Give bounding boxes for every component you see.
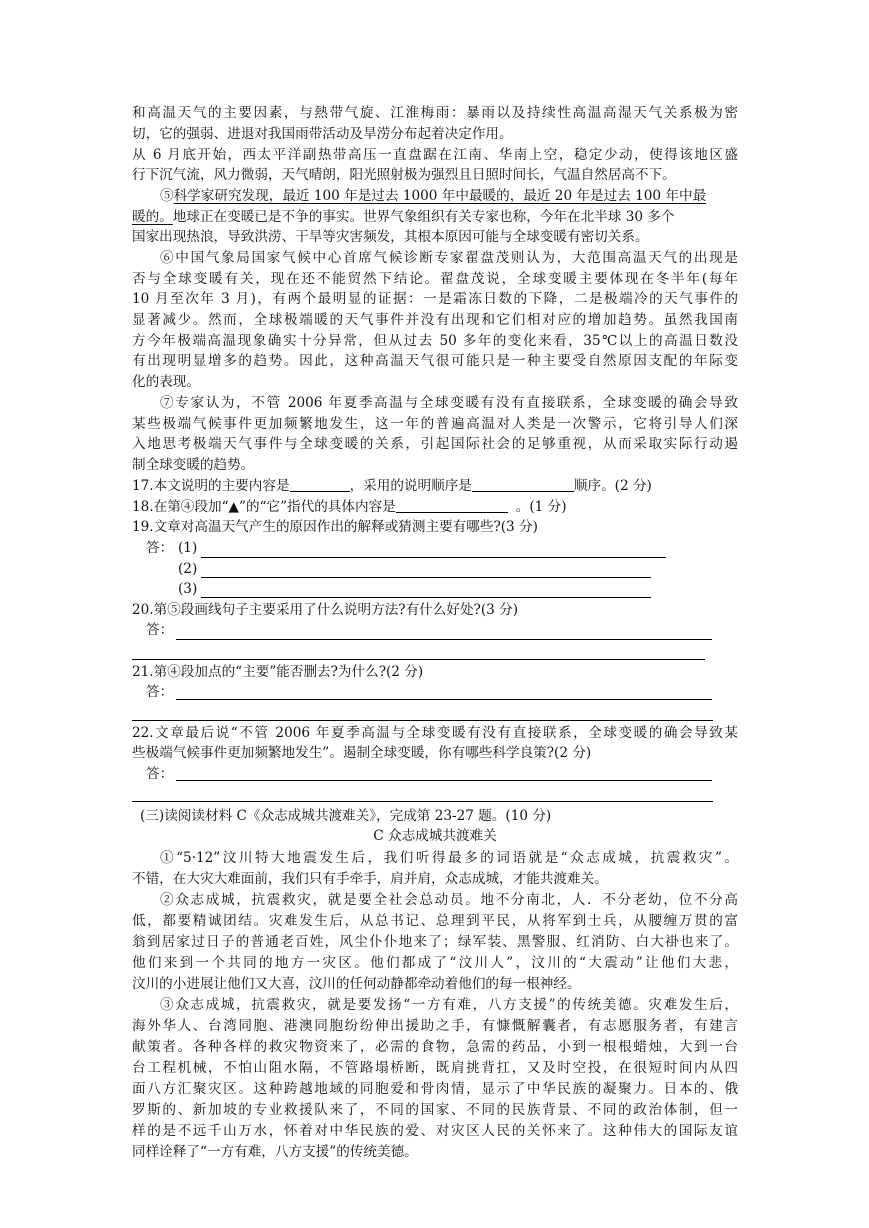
answer-line[interactable] (132, 801, 713, 802)
item-number: (2) (178, 561, 198, 577)
answer-label: 答： (146, 766, 174, 782)
text-line: 制全球变暖的趋势。 (132, 457, 255, 473)
passage-title: C 众志成城共渡难关 (373, 828, 497, 844)
text-line: 有出现明显增多的趋势。因此，这种高温天气很可能只是一种主要受自然原因支配的年际变 (132, 353, 738, 369)
text-line: 入地思考极端天气事件与全球变暖的关系，引起国际社会的足够重视，从而采取实际行动遏 (132, 436, 738, 452)
text-line: ③众志成城，抗震救灾，就是要发扬“一方有难，八方支援”的传统美德。灾难发生后， (160, 997, 738, 1013)
text-line: ①“5·12”汶川特大地震发生后，我们听得最多的词语就是“众志成城，抗震救灾”。 (160, 850, 738, 866)
answer-blank[interactable] (396, 498, 508, 513)
text-span: 地球正在变暖已是不争的事实。世界气象组织有关专家也称，今年在北半球 30 多个 (172, 209, 675, 225)
text-line: 切，它的强弱、进退对我国雨带活动及旱涝分布起着决定作用。 (132, 126, 513, 142)
answer-line[interactable] (176, 699, 712, 700)
answer-line[interactable] (201, 557, 666, 558)
text-line: 方今年极端高温现象确实十分异常，但从过去 50 多年的变化来看，35℃以上的高温日数没 (132, 333, 738, 349)
answer-label: 答： (146, 622, 174, 638)
answer-label: 答： (146, 684, 174, 700)
underlined-sentence: 暖的。 (132, 209, 173, 225)
answer-line[interactable] (201, 577, 651, 578)
paragraph-5-line (132, 207, 675, 227)
question-22: 22.文章最后说“不管 2006 年夏季高温与全球变暖有没有直接联系，全球变暖的确会导致某 (132, 725, 738, 741)
text-line: 台工程机械，不怕山阻水隔，不管路塌桥断，既肩挑背扛，又及时空投，在很短时间内从四 (132, 1060, 738, 1076)
paragraph-5-line (160, 186, 706, 206)
text-line: 10 月至次年 3 月)，有两个最明显的证据：一是霜冻日数的下降，二是极端冷的天气事件的 (132, 291, 738, 307)
answer-blank[interactable] (290, 477, 350, 492)
answer-line[interactable] (132, 720, 713, 721)
text-line: ⑦专家认为，不管 2006 年夏季高温与全球变暖有没有直接联系，全球变暖的确会导致 (160, 395, 738, 411)
item-number: (3) (178, 581, 198, 597)
paragraph-number: ⑤ (160, 188, 174, 204)
answer-line[interactable] (176, 780, 712, 781)
text-line: 化的表现。 (132, 374, 200, 390)
text-line: 他们来到一个共同的地方一灾区。他们都成了“汶川人”，汶川的“大震动”让他们大悲， (132, 955, 738, 971)
text-line: 某些极端气候事件更加频繁地发生，这一年的普遍高温对人类是一次警示，它将引导人们深 (132, 416, 738, 432)
text-line: 同样诠释了“一方有难，八方支援”的传统美德。 (132, 1144, 418, 1160)
text-line: 显著减少。然而，全球极端暖的天气事件并没有出现和它们相对应的增加趋势。虽然我国南 (132, 312, 738, 328)
text-line: ②众志成城，抗震救灾，就是要全社会总动员。地不分南北，人．不分老幼，位不分高 (160, 892, 738, 908)
text-line: 国家出现热浪，导致洪涝、干旱等灾害频发，其根本原因可能与全球变暖有密切关系。 (132, 229, 649, 245)
text-line: 翁到居家过日子的普通老百姓，风尘仆仆地来了；绿军装、黑警服、红消防、白大褂也来了。 (132, 934, 738, 950)
answer-line[interactable] (176, 639, 712, 640)
question-20: 20.第⑤段画线句子主要采用了什么说明方法?有什么好处?(3 分) (132, 602, 519, 618)
item-number: (1) (178, 540, 198, 556)
text-line: 汶川的小进展让他们又大喜，汶川的任何动静都牵动着他们的每一根神经。 (132, 976, 581, 992)
text-line: 海外华人、台湾同胞、港澳同胞纷纷伸出援助之手，有慷慨解囊者，有志愿服务者，有建言 (132, 1018, 738, 1034)
text-line: 献策者。各种各样的救灾物资来了，必需的食物，急需的药品，小到一根根蜡烛，大到一台 (132, 1039, 738, 1055)
text-line: 和高温天气的主要因素，与熱带气旋、江淮梅雨：暴雨以及持续性高温高湿天气关系极为密 (132, 105, 738, 121)
question-text: 18.在第④段加“▲”的“它”指代的具体内容是 (132, 499, 396, 515)
question-text: 17.本文说明的主要内容是 (132, 478, 290, 494)
text-line: 行下沉气流，风力微弱，天气晴朗，阳光照射极为强烈且日照时间长，气温自然居高不下。 (132, 167, 676, 183)
question-17 (132, 476, 652, 496)
text-line: 样的是不远千山万水，怀着对中华民族的爱、对灾区人民的关怀来了。这种伟大的国际友谊 (132, 1123, 738, 1139)
question-22: 些极端气候事件更加频繁地发生”。遏制全球变暖，你有哪些科学良策?(2 分) (132, 745, 592, 761)
answer-blank[interactable] (472, 477, 574, 492)
question-text: ，采用的说明顺序是 (349, 478, 472, 494)
text-line: ⑥中国气象局国家气候中心首席气候诊断专家翟盘茂则认为，大范围高温天气的出现是 (160, 250, 738, 266)
text-line: 从 6 月底开始，西太平洋副热带高压一直盘踞在江南、华南上空，稳定少动，使得该地区盛 (132, 147, 738, 163)
question-text: 顺序。(2 分) (573, 478, 652, 494)
text-line: 面八方汇聚灾区。这种跨越地域的同胞爱和骨肉情，显示了中华民族的凝聚力。日本的、俄 (132, 1081, 738, 1097)
text-line: 低，都要精诚团结。灾难发生后，从总书记、总理到平民，从将军到士兵，从腰缠万贯的富 (132, 913, 738, 929)
question-19: 19.文章对高温天气产生的原因作出的解释或猜测主要有哪些?(3 分) (132, 519, 538, 535)
question-21: 21.第④段加点的“主要”能否删去?为什么?(2 分) (132, 664, 424, 680)
answer-line[interactable] (132, 659, 705, 660)
question-18 (132, 497, 567, 517)
answer-line[interactable] (201, 597, 651, 598)
section-intro: (三)读阅读材料 C《众志成城共渡难关》，完成第 23-27 题。(10 分) (140, 808, 552, 824)
underlined-sentence: 科学家研究发现，最近 100 年是过去 1000 年中最暖的，最近 20 年是过去 100 年中最 (173, 188, 707, 204)
text-line: 不错，在大灾大难面前，我们只有手牵手，肩并肩，众志成城，才能共渡难关。 (132, 871, 608, 887)
text-line: 罗斯的、新加坡的专业救援队来了，不同的国家、不同的民族背景、不同的政治体制，但一 (132, 1102, 738, 1118)
question-text: 。(1 分) (515, 499, 567, 515)
answer-label: 答： (146, 540, 174, 556)
text-line: 否与全球变暖有关，现在还不能贸然下结论。翟盘茂说，全球变暖主要体现在冬半年(每年 (132, 271, 738, 287)
